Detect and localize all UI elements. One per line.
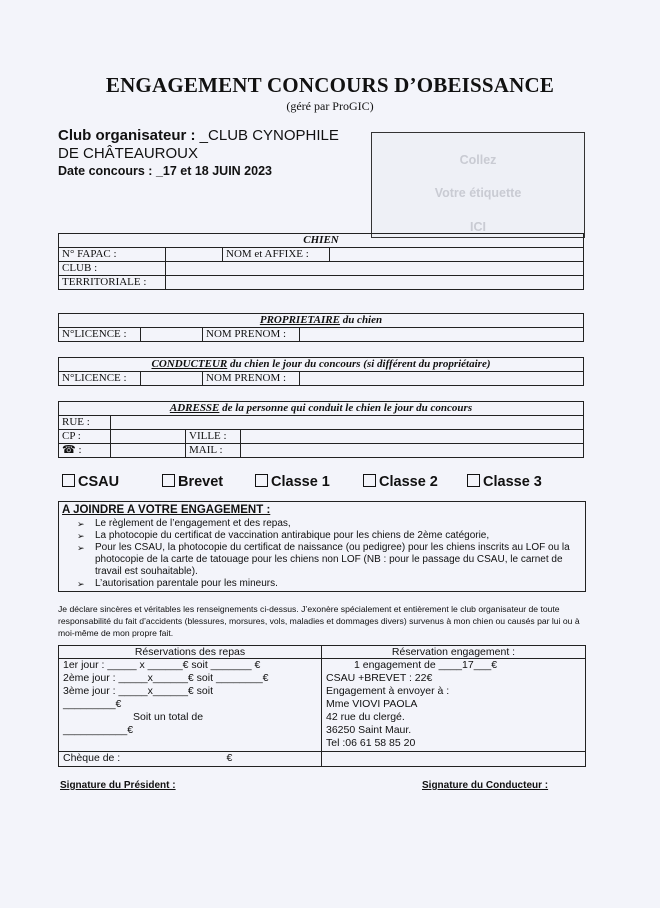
list-item [77,578,577,590]
fapac-label: N° FAPAC : [59,248,166,262]
club-label: Club organisateur : [58,127,196,144]
page-subtitle: (géré par ProGIC) [286,99,374,113]
repas-blank1[interactable]: _________€ [63,698,122,710]
proprietaire-licence-field[interactable] [141,328,203,342]
cheque-label: Chèque de : [63,752,121,764]
class-classe2[interactable] [363,474,438,490]
arrow-icon: ➢ [77,579,85,589]
date-label: Date concours : [58,164,153,178]
list-item [77,530,577,542]
page-title: ENGAGEMENT CONCOURS D’OBEISSANCE [105,73,555,97]
engagement-line5: 42 rue du clergé. [326,711,405,723]
proprietaire-nom-label: NOM PRENOM : [203,328,300,342]
mail-field[interactable] [241,444,584,458]
declaration-text: Je déclare sincères et véritables les renseignements ci-dessus. J’exonère spécialement et entièrement le club organisateur de toute responsabilité du fait d’accidents (blessures, morsures, vols, maladies et dommages divers) survenus à mon chien ou causés par lui ou à moi-même de mon propre fait. [58,604,580,638]
nom-affixe-field[interactable] [330,248,584,262]
club-organisateur [58,127,378,163]
adresse-header-rest: de la personne qui conduit le chien le jour du concours [219,402,473,414]
adresse-header-bold: ADRESSE [169,402,220,414]
class-classe3-label: Classe 3 [483,474,542,490]
joindre-box [58,501,586,592]
fapac-field[interactable] [166,248,223,262]
class-classe1[interactable] [255,474,330,490]
ville-label: VILLE : [186,430,241,444]
joindre-item-3: Pour les CSAU, la photocopie du certificat de naissance (ou pedigree) pour les chiens inscrits au LOF ou la photocopie de la carte de tatouage pour les chiens non LOF (NB : pour le passage du CSAU, le carnet de travail est souhaitable). [95,542,570,577]
checkbox-classe2[interactable] [363,474,376,487]
phone-label: ☎ : [59,444,111,458]
class-classe2-label: Classe 2 [379,474,438,490]
checkbox-brevet[interactable] [162,474,175,487]
engagement-line6: 36250 Saint Maur. [326,724,412,736]
conducteur-licence-field[interactable] [141,372,203,386]
chien-header: CHIEN [59,234,584,248]
engagement-header: Réservation engagement : [322,646,586,659]
conducteur-header [59,358,584,372]
checkbox-csau[interactable] [62,474,75,487]
arrow-icon: ➢ [77,543,85,553]
cp-field[interactable] [111,430,186,444]
rue-field[interactable] [111,416,584,430]
adresse-header [59,402,584,416]
joindre-item-2: La photocopie du certificat de vaccination antirabique pour les chiens de 2ème catégorie, [95,530,490,541]
list-item [77,518,577,530]
proprietaire-table [58,313,584,342]
proprietaire-header [59,314,584,328]
engagement-line2: CSAU +BREVET : 22€ [326,672,433,684]
repas-total-label: Soit un total de [133,711,204,723]
class-csau[interactable] [62,474,119,490]
repas-total-field[interactable]: ___________€ [63,724,134,736]
cheque-cell[interactable] [59,752,322,767]
rue-label: RUE : [59,416,111,430]
sticker-box [371,132,585,238]
engagement-line4: Mme VIOVI PAOLA [326,698,418,710]
joindre-item-1: Le règlement de l’engagement et des repas, [95,518,291,529]
class-brevet[interactable] [162,474,223,490]
club-field[interactable] [166,262,584,276]
reservations-table [58,645,586,767]
conducteur-header-bold: CONDUCTEUR [151,358,228,370]
sticker-line3: ICI [470,220,486,234]
date-value: _17 et 18 JUIN 2023 [152,164,272,178]
repas-header: Réservations des repas [59,646,322,659]
arrow-icon: ➢ [77,531,85,541]
list-item [77,542,577,578]
cp-label: CP : [59,430,111,444]
empty-cell [322,752,586,767]
class-classe3[interactable] [467,474,542,490]
conducteur-table [58,357,584,386]
proprietaire-header-bold: PROPRIETAIRE [259,314,340,326]
arrow-icon: ➢ [77,519,85,529]
signature-conducteur: Signature du Conducteur : [422,780,549,791]
class-csau-label: CSAU [78,474,120,490]
date-concours [58,164,272,178]
checkbox-classe1[interactable] [255,474,268,487]
adresse-table [58,401,584,458]
repas-jour2[interactable]: 2ème jour : _____x______€ soit ________€ [63,672,269,684]
repas-jour1[interactable]: 1er jour : _____ x ______€ soit _______ € [63,659,261,671]
club-name-line2: DE CHÂTEAUROUX [58,145,199,162]
club-field-label: CLUB : [59,262,166,276]
ville-field[interactable] [241,430,584,444]
mail-label: MAIL : [186,444,241,458]
territoriale-field[interactable] [166,276,584,290]
conducteur-header-rest: du chien le jour du concours (si différent du propriétaire) [227,358,491,370]
class-classe1-label: Classe 1 [271,474,330,490]
engagement-line3: Engagement à envoyer à : [326,685,450,697]
engagement-line7: Tel :06 61 58 85 20 [326,737,416,749]
proprietaire-header-rest: du chien [339,314,383,326]
proprietaire-licence-label: N°LICENCE : [59,328,141,342]
chien-table [58,233,584,290]
conducteur-nom-label: NOM PRENOM : [203,372,300,386]
conducteur-nom-field[interactable] [300,372,584,386]
checkbox-classe3[interactable] [467,474,480,487]
cheque-euro: € [226,752,233,764]
club-name-line1: _CLUB CYNOPHILE [195,127,339,144]
proprietaire-nom-field[interactable] [300,328,584,342]
territoriale-label: TERRITORIALE : [59,276,166,290]
sticker-line1: Collez [459,153,497,167]
repas-cell [59,659,322,752]
joindre-item-4: L’autorisation parentale pour les mineurs. [95,578,278,589]
nom-affixe-label: NOM et AFFIXE : [223,248,330,262]
class-brevet-label: Brevet [178,474,224,490]
joindre-title: A JOINDRE A VOTRE ENGAGEMENT : [62,504,271,516]
sticker-line2: Votre étiquette [434,186,522,200]
conducteur-licence-label: N°LICENCE : [59,372,141,386]
signature-president: Signature du Président : [60,780,176,791]
engagement-cell [322,659,586,752]
phone-field[interactable] [111,444,186,458]
engagement-line1: 1 engagement de ____17___€ [354,659,498,671]
repas-jour3[interactable]: 3ème jour : _____x______€ soit [63,685,214,697]
joindre-list [77,518,577,590]
